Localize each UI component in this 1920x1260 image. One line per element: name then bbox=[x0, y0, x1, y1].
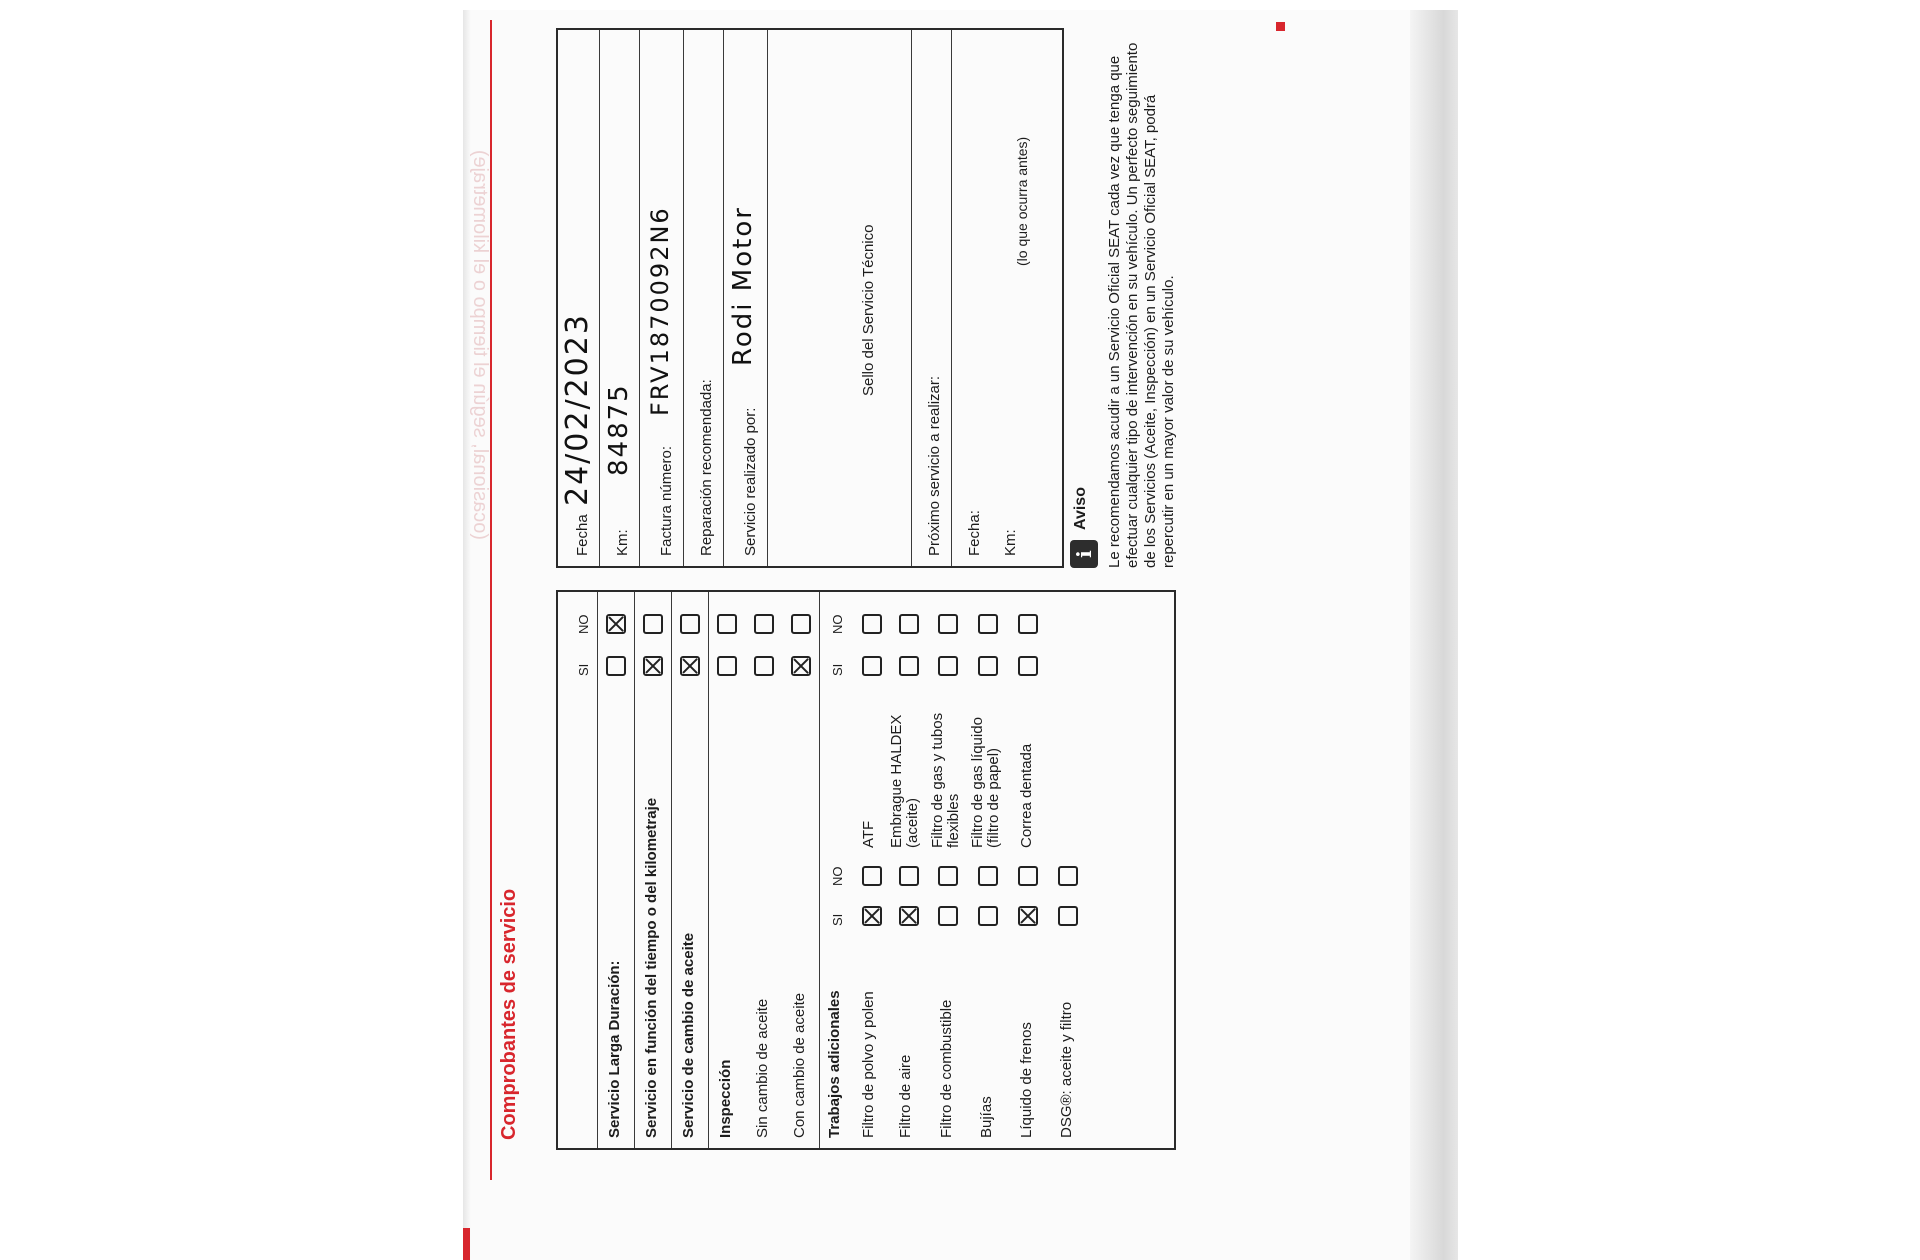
extras-header-row bbox=[820, 592, 854, 1148]
checkbox-no[interactable] bbox=[938, 614, 958, 634]
servicio-label: Servicio realizado por: bbox=[742, 407, 759, 556]
checkbox-no[interactable] bbox=[862, 614, 882, 634]
factura-label: Factura número: bbox=[658, 445, 675, 556]
proximo-label: Próximo servicio a realizar: bbox=[926, 375, 943, 556]
fecha-handwritten[interactable]: 24/02/2023 bbox=[560, 313, 595, 506]
reparacion-label: Reparación recomendada: bbox=[698, 379, 715, 556]
checkbox-no[interactable] bbox=[717, 614, 737, 634]
table-row bbox=[598, 592, 635, 1148]
extras-row bbox=[968, 592, 1008, 1148]
extras-left-label: DSG®: aceite y filtro bbox=[1058, 1001, 1075, 1138]
table-row bbox=[672, 592, 709, 1148]
extras-row bbox=[1008, 592, 1048, 1148]
extras-row bbox=[888, 592, 928, 1148]
checkbox-si[interactable] bbox=[1018, 656, 1038, 676]
scan-shadow bbox=[1410, 10, 1458, 1260]
reparacion-row bbox=[684, 30, 724, 566]
extras-right-label: Correa dentada bbox=[1018, 743, 1035, 848]
service-table bbox=[556, 590, 1176, 1150]
header-no: NO bbox=[576, 614, 591, 634]
factura-row bbox=[640, 30, 684, 566]
sello-label: Sello del Servicio Técnico bbox=[860, 224, 877, 396]
factura-handwritten[interactable]: FRV1870092N6 bbox=[646, 206, 674, 416]
checkbox-si-checked[interactable] bbox=[862, 906, 882, 926]
checkbox-si[interactable] bbox=[717, 656, 737, 676]
extras-header-no: NO bbox=[830, 866, 845, 886]
extras-header-si-2: SI bbox=[830, 663, 845, 676]
section-title: Comprobantes de servicio bbox=[498, 888, 520, 1140]
ocurra-label: (lo que ocurra antes) bbox=[1014, 136, 1030, 266]
extras-row bbox=[854, 592, 891, 1148]
extras-right-label: ATF bbox=[860, 820, 877, 848]
checkbox-si-checked[interactable] bbox=[899, 906, 919, 926]
checkbox-si-checked[interactable] bbox=[680, 656, 700, 676]
km2-label: Km: bbox=[1002, 529, 1019, 556]
notice-text: Le recomendamos acudir a un Servicio Oficial SEAT cada vez que tenga que efectuar cualquier tipo de intervención en su vehículo. Un perfecto seguimiento de los Servicios (Aceite, Inspección) en un Servicio Oficial SEAT, podrá repercutir en un mayor valor de su vehículo. bbox=[1106, 42, 1177, 568]
extras-left-label: Líquido de frenos bbox=[1018, 1022, 1035, 1138]
proximo-row bbox=[912, 30, 952, 566]
km-label: Km: bbox=[614, 529, 631, 556]
extras-left-label: Filtro de combustible bbox=[938, 999, 955, 1138]
checkbox-no[interactable] bbox=[1018, 614, 1038, 634]
extras-row bbox=[928, 592, 968, 1148]
checkbox-si-checked[interactable] bbox=[1018, 906, 1038, 926]
km2-row bbox=[992, 30, 1032, 566]
rotated-page-content bbox=[470, 20, 1290, 1180]
checkbox-no[interactable] bbox=[1058, 866, 1078, 886]
checkbox-no[interactable] bbox=[938, 866, 958, 886]
table-row bbox=[635, 592, 672, 1148]
extras-left-label: Bujías bbox=[978, 1096, 995, 1138]
fecha-label: Fecha bbox=[574, 514, 591, 556]
checkbox-si[interactable] bbox=[938, 656, 958, 676]
servicio-row bbox=[724, 30, 768, 566]
checkbox-si-checked[interactable] bbox=[791, 656, 811, 676]
row-label: Inspección bbox=[717, 1059, 734, 1138]
checkbox-si-checked[interactable] bbox=[643, 656, 663, 676]
table-row bbox=[709, 592, 746, 1148]
fecha-row bbox=[558, 30, 600, 566]
checkbox-si[interactable] bbox=[862, 656, 882, 676]
checkbox-no[interactable] bbox=[862, 866, 882, 886]
checkbox-no[interactable] bbox=[754, 614, 774, 634]
checkbox-no[interactable] bbox=[643, 614, 663, 634]
checkbox-no[interactable] bbox=[899, 614, 919, 634]
info-icon: i bbox=[1070, 540, 1098, 568]
extras-right-label: Filtro de gas líquido (filtro de papel) bbox=[969, 717, 1002, 848]
km-row bbox=[600, 30, 640, 566]
checkbox-si[interactable] bbox=[754, 656, 774, 676]
checkbox-no[interactable] bbox=[899, 866, 919, 886]
checkbox-si[interactable] bbox=[978, 656, 998, 676]
servicio-handwritten[interactable]: Rodi Motor bbox=[728, 206, 758, 366]
checkbox-si[interactable] bbox=[978, 906, 998, 926]
checkbox-si[interactable] bbox=[1058, 906, 1078, 926]
checkbox-no[interactable] bbox=[791, 614, 811, 634]
service-record-form bbox=[556, 28, 1064, 568]
extras-left-label: Filtro de polvo y polen bbox=[860, 991, 877, 1138]
fecha2-label: Fecha: bbox=[966, 510, 983, 556]
checkbox-no[interactable] bbox=[1018, 866, 1038, 886]
header-si: SI bbox=[576, 663, 591, 676]
row-label: Servicio Larga Duración: bbox=[606, 960, 623, 1138]
notice-title: Aviso bbox=[1072, 487, 1089, 530]
row-label: Servicio en función del tiempo o del kilometraje bbox=[643, 797, 660, 1138]
fecha2-row bbox=[952, 30, 992, 566]
extras-header-si: SI bbox=[830, 913, 845, 926]
row-label: Servicio de cambio de aceite bbox=[680, 932, 697, 1138]
km-handwritten[interactable]: 84875 bbox=[604, 383, 634, 476]
extras-left-label: Filtro de aire bbox=[897, 1054, 914, 1138]
checkbox-si[interactable] bbox=[606, 656, 626, 676]
row-label: Sin cambio de aceite bbox=[754, 998, 771, 1138]
sello-box bbox=[768, 30, 912, 566]
red-edge-strip bbox=[463, 1228, 470, 1260]
table-header-row bbox=[558, 592, 598, 1148]
extras-right-label: Filtro de gas y tubos flexibles bbox=[929, 712, 962, 848]
extras-title: Trabajos adicionales bbox=[826, 990, 843, 1138]
extras-row bbox=[1048, 592, 1088, 1148]
bleed-through-text: (ocasional, según el tiempo o el kilometraje) bbox=[469, 149, 491, 540]
checkbox-no[interactable] bbox=[978, 866, 998, 886]
row-label: Con cambio de aceite bbox=[791, 992, 808, 1138]
checkbox-no-checked[interactable] bbox=[606, 614, 626, 634]
checkbox-no[interactable] bbox=[680, 614, 700, 634]
checkbox-si[interactable] bbox=[938, 906, 958, 926]
table-row bbox=[746, 592, 783, 1148]
checkbox-si[interactable] bbox=[899, 656, 919, 676]
table-row bbox=[783, 592, 820, 1148]
extras-right-label: Embrague HALDEX (aceite) bbox=[888, 714, 921, 848]
checkbox-no[interactable] bbox=[978, 614, 998, 634]
extras-header-no-2: NO bbox=[830, 614, 845, 634]
